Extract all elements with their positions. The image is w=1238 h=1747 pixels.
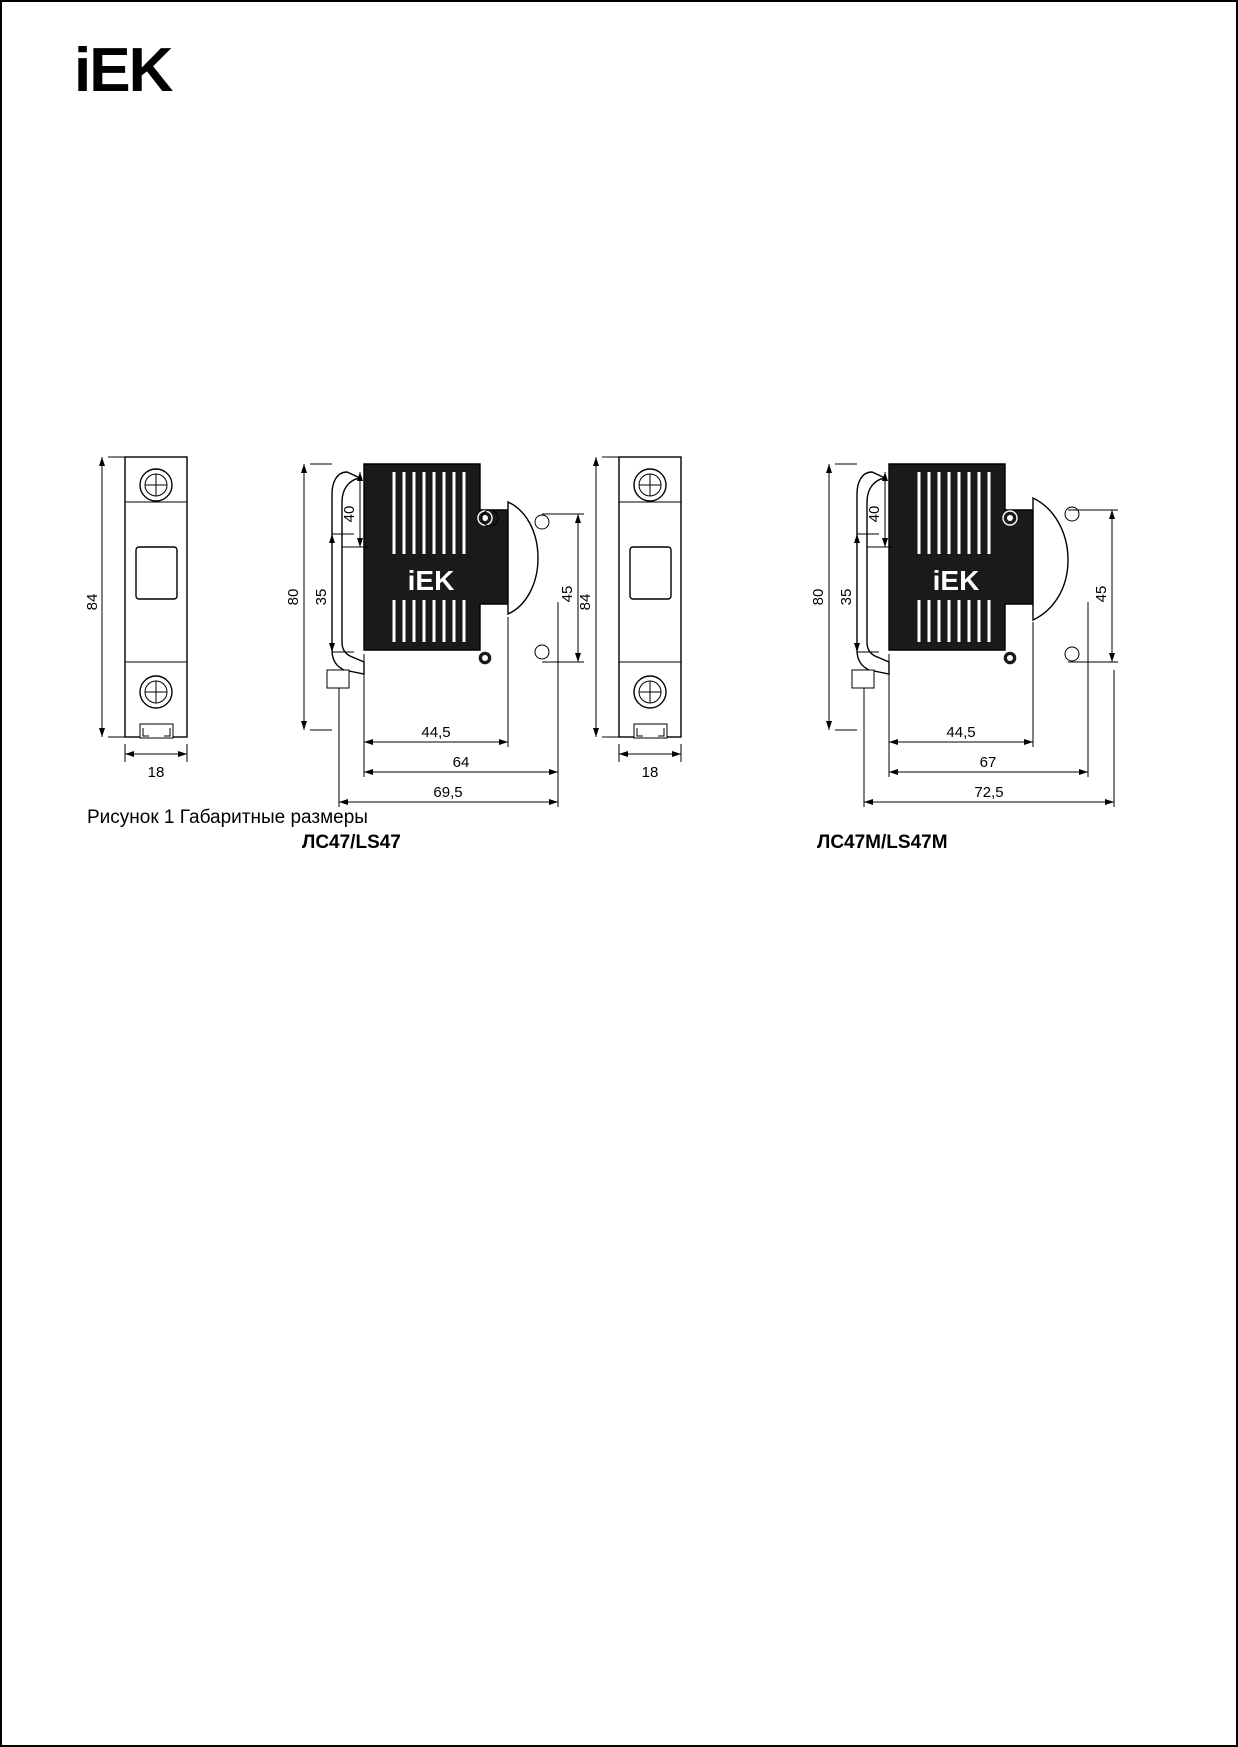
right-body-logo: iEK xyxy=(932,565,980,596)
dim-right-height: 84 xyxy=(577,593,594,611)
dim-right-depth-725: 72,5 xyxy=(974,784,1004,801)
dim-right-side-45: 45 xyxy=(1093,585,1110,603)
dim-right-side-40: 40 xyxy=(866,505,883,523)
left-front-view xyxy=(125,457,187,738)
dim-right-width: 18 xyxy=(641,764,659,781)
figure-caption: Рисунок 1 Габаритные размеры xyxy=(87,807,368,828)
dim-left-width: 18 xyxy=(147,764,165,781)
dim-right-side-35: 35 xyxy=(838,588,855,606)
right-front-view xyxy=(619,457,681,738)
dim-right-depth-67: 67 xyxy=(979,754,997,771)
dim-right-depth-445: 44,5 xyxy=(946,724,976,741)
dimension-drawing xyxy=(2,2,1238,902)
iek-logo: iEK xyxy=(74,36,172,105)
dim-left-height: 84 xyxy=(84,593,101,611)
dim-left-side-80: 80 xyxy=(285,588,302,606)
right-side-view xyxy=(852,464,1079,688)
dim-left-side-40: 40 xyxy=(341,505,358,523)
dim-left-side-45: 45 xyxy=(559,585,576,603)
model-label-left: ЛС47/LS47 xyxy=(302,832,401,853)
dim-right-side-80: 80 xyxy=(810,588,827,606)
left-body-logo: iEK xyxy=(407,565,455,596)
dim-left-depth-695: 69,5 xyxy=(433,784,463,801)
dim-left-depth-64: 64 xyxy=(452,754,470,771)
dim-left-side-35: 35 xyxy=(313,588,330,606)
dim-left-depth-445: 44,5 xyxy=(421,724,451,741)
model-label-right: ЛС47M/LS47M xyxy=(817,832,948,853)
